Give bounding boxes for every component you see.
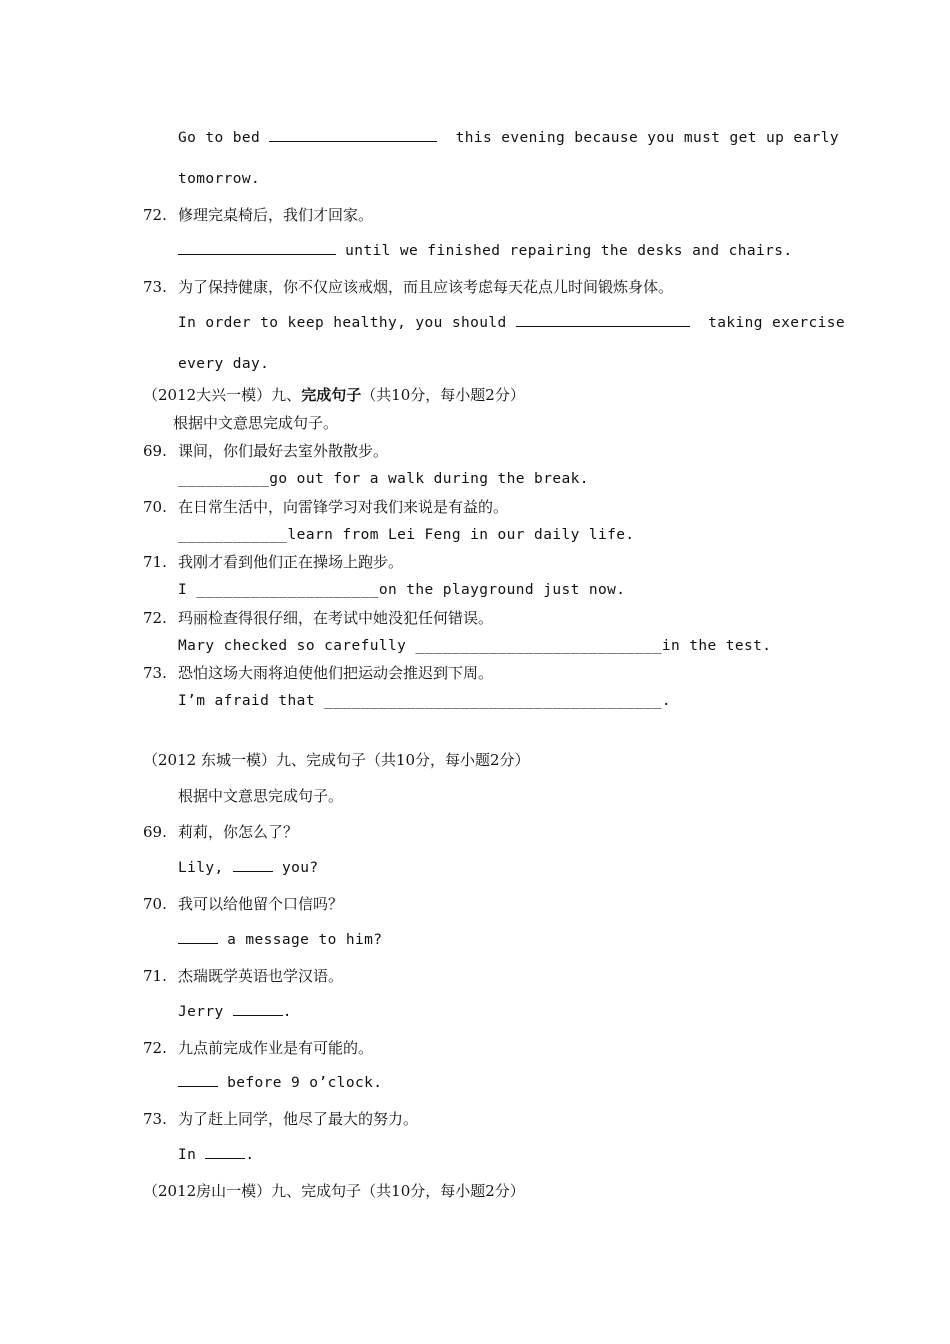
question-number: 69. [143, 823, 167, 841]
answer-blank[interactable] [233, 858, 273, 872]
question-chinese: 修理完桌椅后，我们才回家。 [178, 206, 374, 224]
header-bold-text: 完成句子 [301, 386, 362, 404]
question-number: 72. [143, 1039, 167, 1057]
question-chinese: 为了保持健康，你不仅应该戒烟，而且应该考虑每天花点儿时间锻炼身体。 [178, 278, 674, 296]
answer-blank[interactable] [178, 241, 336, 255]
question-chinese: 我可以给他留个口信吗？ [178, 895, 344, 913]
this-evening-text: this evening because you must get up early [455, 130, 840, 146]
question-chinese: 为了赶上同学，他尽了最大的努力。 [178, 1110, 419, 1128]
q71-sentence [178, 128, 839, 148]
question-number: 73. [143, 1110, 167, 1128]
english-text: taking exercise [708, 315, 846, 331]
english-text: . [245, 1147, 255, 1163]
question-english [178, 1145, 255, 1165]
english-text: until we finished repairing the desks and chairs. [345, 243, 793, 259]
section-header: （2012 东城一模）九、完成句子（共10分，每小题2分） [143, 751, 530, 769]
section-instruction: 根据中文意思完成句子。 [178, 787, 344, 805]
answer-blank[interactable] [178, 1073, 218, 1087]
question-english [178, 930, 382, 950]
question-number: 72. [143, 206, 167, 224]
go-to-bed-text: Go to bed [178, 130, 261, 146]
question-number: 71. [143, 967, 167, 985]
header-text: （2012大兴一模）九、 [143, 386, 302, 404]
question-chinese: 我刚才看到他们正在操场上跑步。 [178, 553, 404, 571]
question-number: 73. [143, 278, 167, 296]
question-chinese: 课间，你们最好去室外散散步。 [178, 442, 389, 460]
english-text: Lily, [178, 860, 224, 876]
question-chinese: 九点前完成作业是有可能的。 [178, 1039, 374, 1057]
answer-blank[interactable] [269, 128, 437, 142]
answer-blank[interactable] [233, 1002, 283, 1016]
english-text: before 9 o’clock. [227, 1075, 383, 1091]
question-number: 70. [143, 895, 167, 913]
question-chinese: 在日常生活中，向雷锋学习对我们来说是有益的。 [178, 498, 509, 516]
tomorrow-text: tomorrow. [178, 171, 261, 187]
question-english: __________go out for a walk during the break. [178, 471, 589, 487]
english-text: In [178, 1147, 197, 1163]
english-text: Jerry [178, 1004, 224, 1020]
question-number: 71. [143, 553, 167, 571]
section-header [143, 385, 525, 405]
section-instruction: 根据中文意思完成句子。 [173, 414, 339, 432]
question-english [178, 241, 793, 261]
question-english [178, 1002, 292, 1022]
question-chinese: 莉莉，你怎么了？ [178, 823, 299, 841]
question-chinese: 玛丽检查得很仔细，在考试中她没犯任何错误。 [178, 609, 494, 627]
answer-blank[interactable] [516, 313, 690, 327]
question-english: I’m afraid that _____________________________________. [178, 693, 672, 709]
question-chinese: 杰瑞既学英语也学汉语。 [178, 967, 344, 985]
question-english [178, 858, 318, 878]
english-text: you? [281, 860, 319, 876]
question-english: ____________learn from Lei Feng in our daily life. [178, 527, 635, 543]
question-english: Mary checked so carefully ___________________________in the test. [178, 638, 772, 654]
section-header: （2012房山一模）九、完成句子（共10分，每小题2分） [143, 1182, 525, 1200]
answer-blank[interactable] [178, 930, 218, 944]
question-english [178, 313, 845, 333]
answer-blank[interactable] [205, 1145, 245, 1159]
question-chinese: 恐怕这场大雨将迫使他们把运动会推迟到下周。 [178, 664, 494, 682]
question-number: 69. [143, 442, 167, 460]
english-text: In order to keep healthy, you should [178, 315, 507, 331]
question-english [178, 1073, 382, 1093]
question-number: 73. [143, 664, 167, 682]
question-english: I ____________________on the playground just now. [178, 582, 626, 598]
question-number: 70. [143, 498, 167, 516]
header-text: （共10分，每小题2分） [361, 386, 525, 404]
question-number: 72. [143, 609, 167, 627]
english-text: . [282, 1004, 292, 1020]
every-day-text: every day. [178, 356, 270, 372]
english-text: a message to him? [227, 932, 383, 948]
